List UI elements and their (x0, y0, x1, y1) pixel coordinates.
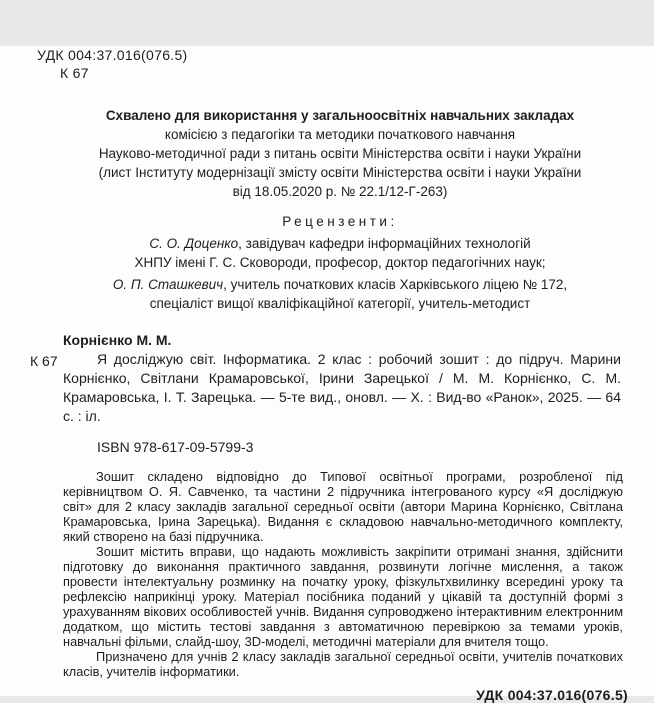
catalog-code: К 67 (30, 353, 58, 369)
reviewer-role: , учитель початкових класів Харківського ліцею № 172, (223, 277, 568, 292)
udc-number: УДК 004:37.016(076.5) (37, 47, 188, 63)
approval-title: Схвалено для використання у загальноосвітніх навчальних закладах (105, 108, 575, 123)
reviewer-line: спеціаліст вищої кваліфікаційної категорії, учитель-методист (149, 295, 531, 311)
reviewer-entry (0, 276, 654, 313)
annotation-block (63, 469, 623, 679)
udc-top-block (37, 46, 654, 82)
reviewers-heading: Рецензенти: (282, 214, 398, 229)
annotation-paragraph: Призначено для учнів 2 класу закладів загальної середньої освіти, учителів початкових класів, учителів інформатики. (63, 649, 623, 679)
reviewer-role: , завідувач кафедри інформаційних технологій (238, 236, 531, 251)
catalog-entry-block (0, 331, 654, 457)
reviewer-line (26, 276, 654, 295)
reviewer-name: С. О. Доценко (149, 236, 239, 251)
reviewer-name: О. П. Сташкевич (112, 277, 224, 292)
approval-line: комісією з педагогіки та методики початкового навчання (164, 127, 516, 142)
annotation-paragraph: Зошит містить вправи, що надають можливість закріпити отримані знання, здійснити підготовку до виконання практичного завдання, розвинути логічне мислення, а також провести інтелектуальну розминку на початку уроку, фізкультхвилинку всередині уроку та рефлексію наприкінці уроку. Матеріал посібника поданий у цікавій та доступній формі з урахуванням вікових особливостей учнів. Видання супроводжено інтерактивним електронним додатком, що містить тестові завдання з автоматичною перевіркою за темами уроків, навчальні фільми, слайд-шоу, 3D-моделі, методичні матеріали для вчителя тощо. (63, 544, 623, 649)
udc-bottom: УДК 004:37.016(076.5) (476, 687, 628, 703)
catalog-description: Я досліджую світ. Інформатика. 2 клас : робочий зошит : до підруч. Марини Корнієнко, Світлани Крамаровської, Ірини Зарецької / М. М. Корнієнко, С. М. Крамаровська, І. Т. Зарецька. — 5-те вид., оновл. — Х. : Вид-во «Ранок», 2025. — 64 с. : іл. (63, 351, 621, 424)
reviewer-line (26, 235, 654, 254)
approval-line: Науково-методичної ради з питань освіти Міністерства освіти і науки України (98, 146, 582, 161)
catalog-body (63, 331, 621, 457)
reviewer-entry (0, 235, 654, 272)
annotation-paragraph: Зошит складено відповідно до Типової освітньої програми, розробленої під керівництвом О. Я. Савченко, та частини 2 підручника інтегрованого курсу «Я досліджую світ» для 2 класу закладів загальної середньої освіти (автори Марина Корнієнко, Світлана Крамаровська, Ірина Зарецька). Видання є складовою навчально-методичного комплекту, який створено на базі підручника. (63, 469, 623, 544)
approval-block (0, 106, 654, 201)
isbn-number: ISBN 978-617-09-5799-3 (97, 439, 254, 455)
approval-line: від 18.05.2020 р. № 22.1/12-Г-263) (232, 184, 448, 199)
book-classification-code: К 67 (60, 65, 89, 81)
book-imprint-page (0, 46, 654, 703)
catalog-author: Корнієнко М. М. (63, 332, 172, 348)
approval-line: (лист Інституту модернізації змісту освіти Міністерства освіти і науки України (98, 165, 582, 180)
reviewer-line: ХНПУ імені Г. С. Сковороди, професор, доктор педагогічних наук; (134, 254, 546, 270)
